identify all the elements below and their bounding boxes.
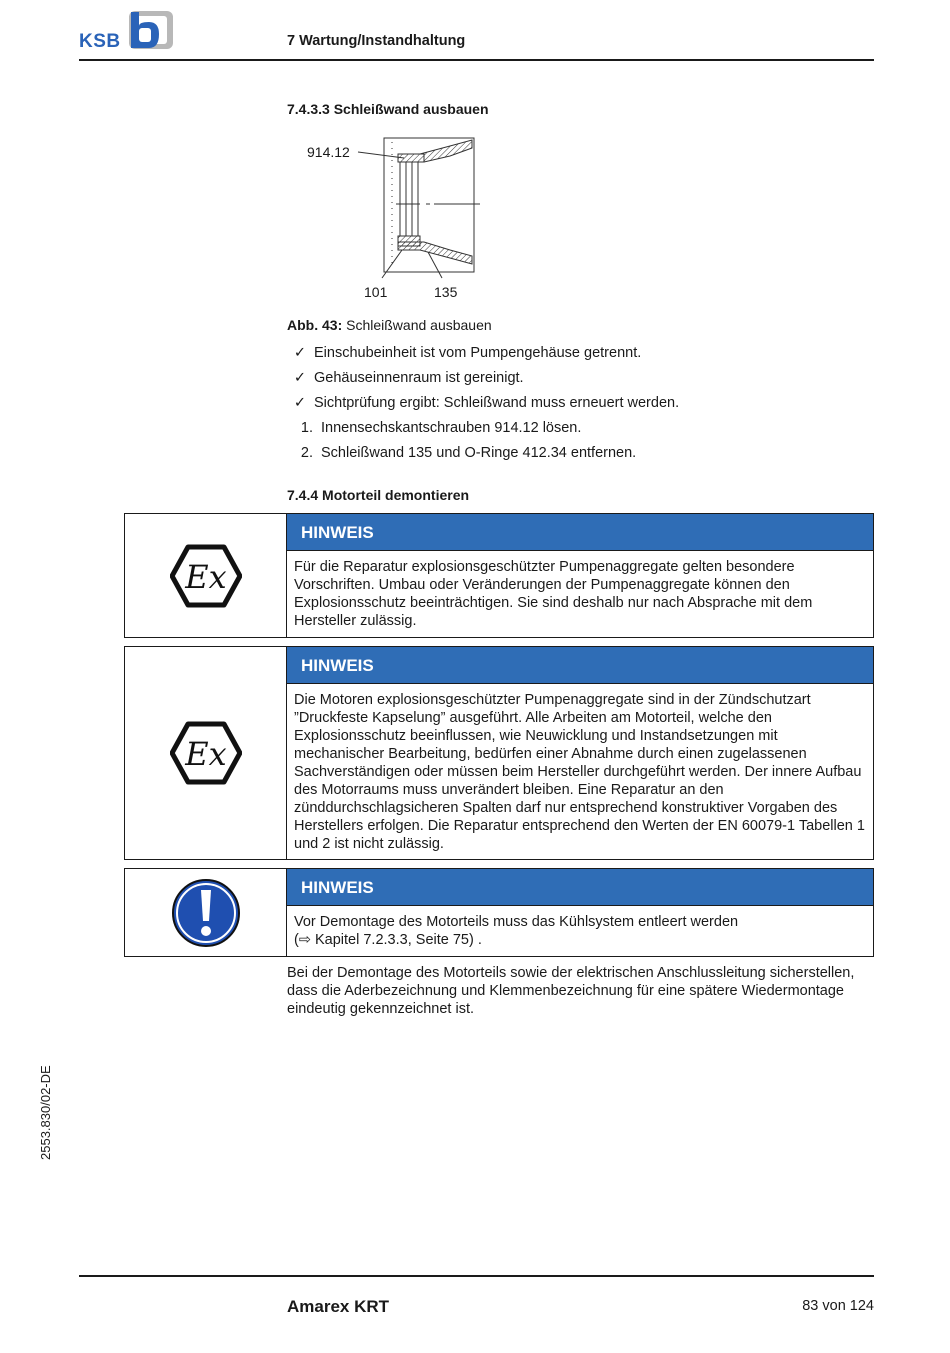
notice-text — [287, 906, 873, 949]
step-number: 1. — [300, 420, 313, 436]
notice-box — [124, 513, 874, 638]
svg-text:Ex: Ex — [184, 557, 227, 596]
label-101: 101 — [364, 284, 388, 300]
notice-box — [124, 868, 874, 957]
check-list — [287, 341, 679, 466]
notice-title: HINWEIS — [287, 869, 873, 906]
exclamation-icon — [170, 877, 242, 949]
notice-title: HINWEIS — [287, 647, 873, 684]
checkmark-icon: ✓ — [293, 370, 306, 386]
step-number: 2. — [300, 445, 313, 461]
ex-protection-icon — [170, 721, 242, 785]
chapter-reference-link[interactable]: (⇨ Kapitel 7.2.3.3, Seite 75) . — [294, 932, 482, 948]
checkmark-icon: ✓ — [293, 395, 306, 411]
list-item — [287, 416, 679, 441]
svg-text:Ex: Ex — [184, 735, 227, 773]
technical-drawing — [300, 132, 490, 307]
label-91412: 914.12 — [307, 144, 350, 160]
list-item — [287, 441, 679, 466]
body-paragraph: Bei der Demontage des Motorteils sowie der elektrischen Anschlussleitung sicherstellen, dass die Aderbezeichnung und Klemmenbezeichnung für eine spätere Wiedermontage eindeutig gekennzeichnet ist. — [287, 965, 855, 1017]
notice-icon-cell — [125, 514, 287, 637]
notice-text-line: Vor Demontage des Motorteils muss das Kühlsystem entleert werden — [294, 914, 739, 930]
notice-title: HINWEIS — [287, 514, 873, 551]
notice-text: Für die Reparatur explosionsgeschützter Pumpenaggregate gelten besondere Vorschriften. Umbau oder Veränderungen der Pumpenaggregate können den Explosionsschutz beeinträchtigen. Sie sind deshalb nur nach Absprache mit dem Hersteller zulässig. — [294, 559, 813, 629]
ex-protection-icon — [170, 544, 242, 608]
notice-box — [124, 646, 874, 860]
check-text: Einschubeinheit ist vom Pumpengehäuse getrennt. — [314, 345, 642, 361]
notice-text: Die Motoren explosionsgeschützter Pumpenaggregate sind in der Zündschutzart ”Druckfeste Kapselung” ausgeführt. Alle Arbeiten am Motorteil, welche den Explosionsschutz beeinflussen, wie Neuwicklung und Instandsetzungen mit mechanischer Bearbeitung, bedürfen einer Abnahme durch einen zugelassenen Sachverständigen oder müssen beim Hersteller durchgeführt werden. Der innere Aufbau des Motorraums muss unverändert bleiben. Eine Reparatur an den zünddurchschlagsicheren Spalten darf nur entsprechend konstruktiver Vorgaben des Herstellers erfolgen. Die Reparatur entsprechend den Werten der EN 60079-1 Tabellen 1 und 2 ist nicht zulässig. — [294, 692, 865, 852]
check-text: Sichtprüfung ergibt: Schleißwand muss erneuert werden. — [314, 395, 680, 411]
page-number: 83 von 124 — [802, 1298, 874, 1314]
notice-icon-cell — [125, 869, 287, 956]
caption-number: Abb. 43: — [287, 317, 343, 333]
notice-icon-cell — [125, 647, 287, 859]
product-name: Amarex KRT — [287, 1297, 390, 1316]
check-text: Gehäuseinnenraum ist gereinigt. — [314, 370, 524, 386]
chapter-title: 7 Wartung/Instandhaltung — [287, 33, 466, 49]
figure-caption — [287, 317, 492, 333]
checkmark-icon: ✓ — [293, 345, 306, 361]
list-item — [287, 341, 679, 366]
list-item — [287, 391, 679, 416]
label-135: 135 — [434, 284, 458, 300]
logo-text: KSB — [79, 31, 121, 52]
caption-text: Schleißwand ausbauen — [342, 317, 492, 333]
step-text: Innensechskantschrauben 914.12 lösen. — [321, 420, 582, 436]
document-id: 2553.830/02-DE — [38, 1065, 53, 1160]
section-heading: 7.4.3.3 Schleißwand ausbauen — [287, 101, 489, 117]
header-rule — [79, 59, 874, 61]
step-text: Schleißwand 135 und O-Ringe 412.34 entfernen. — [321, 445, 637, 461]
footer-rule — [79, 1275, 874, 1277]
list-item — [287, 366, 679, 391]
section-heading: 7.4.4 Motorteil demontieren — [287, 487, 470, 503]
